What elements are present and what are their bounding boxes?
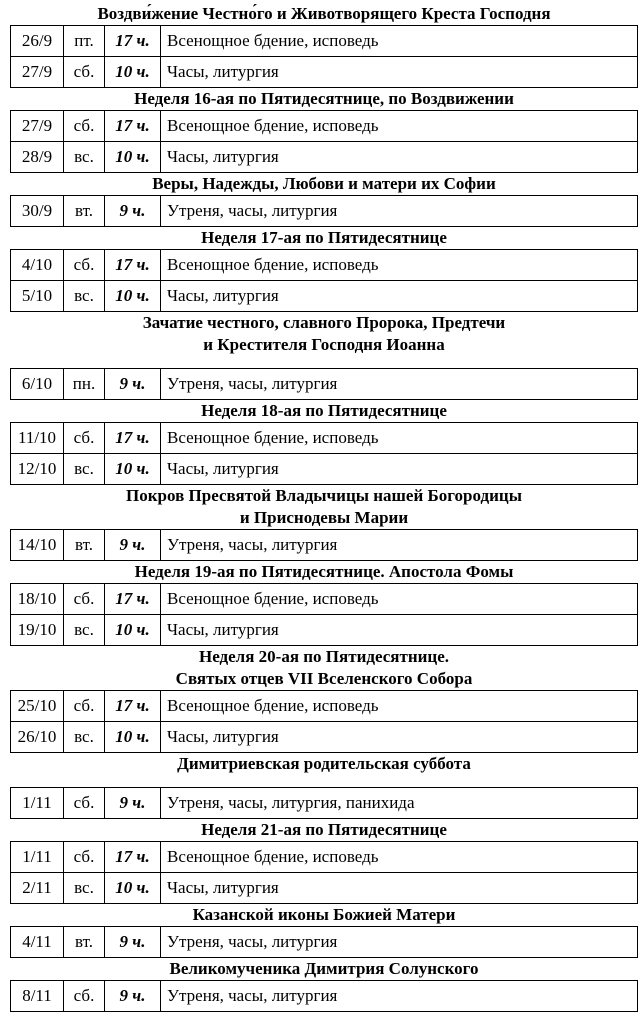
date-cell: 5/10 [11, 281, 64, 311]
table-row [11, 280, 637, 311]
table-row [11, 721, 637, 752]
table-row [11, 872, 637, 903]
section-title [10, 3, 638, 25]
schedule-section [10, 400, 638, 485]
time-cell: 10 ч. [105, 142, 161, 172]
weekday-cell: сб. [64, 584, 105, 614]
date-cell: 26/9 [11, 26, 64, 56]
date-cell: 1/11 [11, 788, 64, 818]
table-row [11, 927, 637, 957]
schedule-table [10, 583, 638, 646]
service-cell: Часы, литургия [167, 286, 279, 305]
schedule-section [10, 561, 638, 646]
schedule-section [10, 958, 638, 1012]
date-cell: 25/10 [11, 691, 64, 721]
weekday-cell: вт. [64, 196, 105, 226]
section-title [10, 227, 638, 249]
service-cell: Часы, литургия [167, 459, 279, 478]
date-cell: 1/11 [11, 842, 64, 872]
weekday-cell: вт. [64, 530, 105, 560]
time-cell: 10 ч. [105, 57, 161, 87]
schedule-section [10, 312, 638, 400]
time-cell: 9 ч. [105, 981, 161, 1011]
section-title [10, 958, 638, 980]
service-cell: Утреня, часы, литургия [167, 201, 338, 220]
service-cell: Часы, литургия [167, 878, 279, 897]
section-title [10, 904, 638, 926]
section-title [10, 819, 638, 841]
section-title [10, 485, 638, 529]
table-row [11, 423, 637, 453]
date-cell: 8/11 [11, 981, 64, 1011]
time-cell: 9 ч. [105, 196, 161, 226]
time-cell: 9 ч. [105, 369, 161, 399]
date-cell: 27/9 [11, 111, 64, 141]
time-cell: 9 ч. [105, 530, 161, 560]
section-title-line: Неделя 18-ая по Пятидесятнице [201, 401, 447, 420]
time-cell: 10 ч. [105, 722, 161, 752]
table-row [11, 788, 637, 818]
date-cell: 11/10 [11, 423, 64, 453]
service-cell: Часы, литургия [167, 620, 279, 639]
date-cell: 14/10 [11, 530, 64, 560]
section-title [10, 312, 638, 356]
table-row [11, 196, 637, 226]
section-title-line: Димитриевская родительская суббота [177, 754, 471, 773]
service-cell: Часы, литургия [167, 727, 279, 746]
table-row [11, 842, 637, 872]
service-cell: Утреня, часы, литургия [167, 986, 338, 1005]
service-cell: Часы, литургия [167, 147, 279, 166]
service-cell: Утреня, часы, литургия [167, 932, 338, 951]
schedule-section [10, 3, 638, 88]
weekday-cell: вс. [64, 454, 105, 484]
date-cell: 27/9 [11, 57, 64, 87]
weekday-cell: сб. [64, 423, 105, 453]
schedule-section [10, 646, 638, 753]
weekday-cell: вс. [64, 722, 105, 752]
time-cell: 17 ч. [105, 842, 161, 872]
schedule-section [10, 173, 638, 227]
table-row [11, 141, 637, 172]
weekday-cell: вс. [64, 142, 105, 172]
table-row [11, 981, 637, 1011]
section-title [10, 646, 638, 690]
section-title-line: и Крестителя Господня Иоанна [203, 335, 445, 354]
table-row [11, 111, 637, 141]
service-cell: Всенощное бдение, исповедь [167, 696, 379, 715]
section-title-line: Покров Пресвятой Владычицы нашей Богородицы [126, 486, 522, 505]
date-cell: 18/10 [11, 584, 64, 614]
table-row [11, 453, 637, 484]
section-title-line: Святых отцев VII Вселенского Собора [175, 669, 473, 688]
date-cell: 2/11 [11, 873, 64, 903]
section-title-line: Великомученика Димитрия Солунского [169, 959, 479, 978]
schedule-section [10, 904, 638, 958]
service-cell: Всенощное бдение, исповедь [167, 428, 379, 447]
table-row [11, 369, 637, 399]
service-cell: Всенощное бдение, исповедь [167, 847, 379, 866]
service-cell: Утреня, часы, литургия, панихида [167, 793, 415, 812]
date-cell: 4/10 [11, 250, 64, 280]
weekday-cell: сб. [64, 250, 105, 280]
time-cell: 10 ч. [105, 873, 161, 903]
section-title-line: Зачатие честного, славного Пророка, Предтечи [142, 313, 506, 332]
time-cell: 17 ч. [105, 111, 161, 141]
time-cell: 17 ч. [105, 584, 161, 614]
weekday-cell: сб. [64, 788, 105, 818]
time-cell: 9 ч. [105, 788, 161, 818]
service-cell: Всенощное бдение, исповедь [167, 31, 379, 50]
schedule-section [10, 819, 638, 904]
schedule-section [10, 88, 638, 173]
section-title-line: Неделя 17-ая по Пятидесятнице [201, 228, 447, 247]
weekday-cell: вс. [64, 873, 105, 903]
time-cell: 17 ч. [105, 250, 161, 280]
date-cell: 26/10 [11, 722, 64, 752]
time-cell: 17 ч. [105, 26, 161, 56]
date-cell: 28/9 [11, 142, 64, 172]
weekday-cell: сб. [64, 842, 105, 872]
date-cell: 12/10 [11, 454, 64, 484]
schedule-table [10, 926, 638, 958]
section-title [10, 400, 638, 422]
schedule-table [10, 787, 638, 819]
schedule-table [10, 110, 638, 173]
section-title [10, 753, 638, 775]
table-row [11, 614, 637, 645]
section-title-line: Неделя 20-ая по Пятидесятнице. [198, 647, 450, 666]
weekday-cell: вс. [64, 615, 105, 645]
section-title [10, 173, 638, 195]
table-row [11, 691, 637, 721]
table-row [11, 250, 637, 280]
section-title-line: Воздви́жение Честно́го и Животворящего Креста Господня [97, 4, 551, 23]
service-cell: Часы, литургия [167, 62, 279, 81]
weekday-cell: сб. [64, 111, 105, 141]
section-title-line: Неделя 16-ая по Пятидесятнице, по Воздвижении [134, 89, 514, 108]
schedule-table [10, 25, 638, 88]
section-title-line: Неделя 19-ая по Пятидесятнице. Апостола Фомы [134, 562, 514, 581]
section-title-line: Неделя 21-ая по Пятидесятнице [201, 820, 447, 839]
weekday-cell: вс. [64, 281, 105, 311]
schedule-section [10, 485, 638, 561]
weekday-cell: пн. [64, 369, 105, 399]
section-title [10, 561, 638, 583]
time-cell: 17 ч. [105, 691, 161, 721]
weekday-cell: сб. [64, 691, 105, 721]
section-title-line: и Приснодевы Марии [239, 508, 409, 527]
time-cell: 9 ч. [105, 927, 161, 957]
schedule-table [10, 841, 638, 904]
service-cell: Утреня, часы, литургия [167, 374, 338, 393]
weekday-cell: вт. [64, 927, 105, 957]
service-cell: Всенощное бдение, исповедь [167, 116, 379, 135]
schedule-table [10, 529, 638, 561]
table-row [11, 530, 637, 560]
time-cell: 17 ч. [105, 423, 161, 453]
time-cell: 10 ч. [105, 615, 161, 645]
service-cell: Всенощное бдение, исповедь [167, 589, 379, 608]
service-cell: Утреня, часы, литургия [167, 535, 338, 554]
schedule-table [10, 690, 638, 753]
section-title-line: Казанской иконы Божией Матери [192, 905, 456, 924]
section-title-line: Веры, Надежды, Любови и матери их Софии [152, 174, 496, 193]
table-row [11, 56, 637, 87]
time-cell: 10 ч. [105, 454, 161, 484]
schedule-table [10, 422, 638, 485]
weekday-cell: пт. [64, 26, 105, 56]
schedule-table [10, 980, 638, 1012]
schedule-table [10, 249, 638, 312]
service-cell: Всенощное бдение, исповедь [167, 255, 379, 274]
schedule-table [10, 195, 638, 227]
time-cell: 10 ч. [105, 281, 161, 311]
date-cell: 19/10 [11, 615, 64, 645]
section-title [10, 88, 638, 110]
date-cell: 30/9 [11, 196, 64, 226]
date-cell: 6/10 [11, 369, 64, 399]
table-row [11, 584, 637, 614]
service-schedule [10, 3, 638, 1012]
table-row [11, 26, 637, 56]
weekday-cell: сб. [64, 981, 105, 1011]
schedule-table [10, 368, 638, 400]
date-cell: 4/11 [11, 927, 64, 957]
schedule-section [10, 227, 638, 312]
weekday-cell: сб. [64, 57, 105, 87]
schedule-section [10, 753, 638, 819]
